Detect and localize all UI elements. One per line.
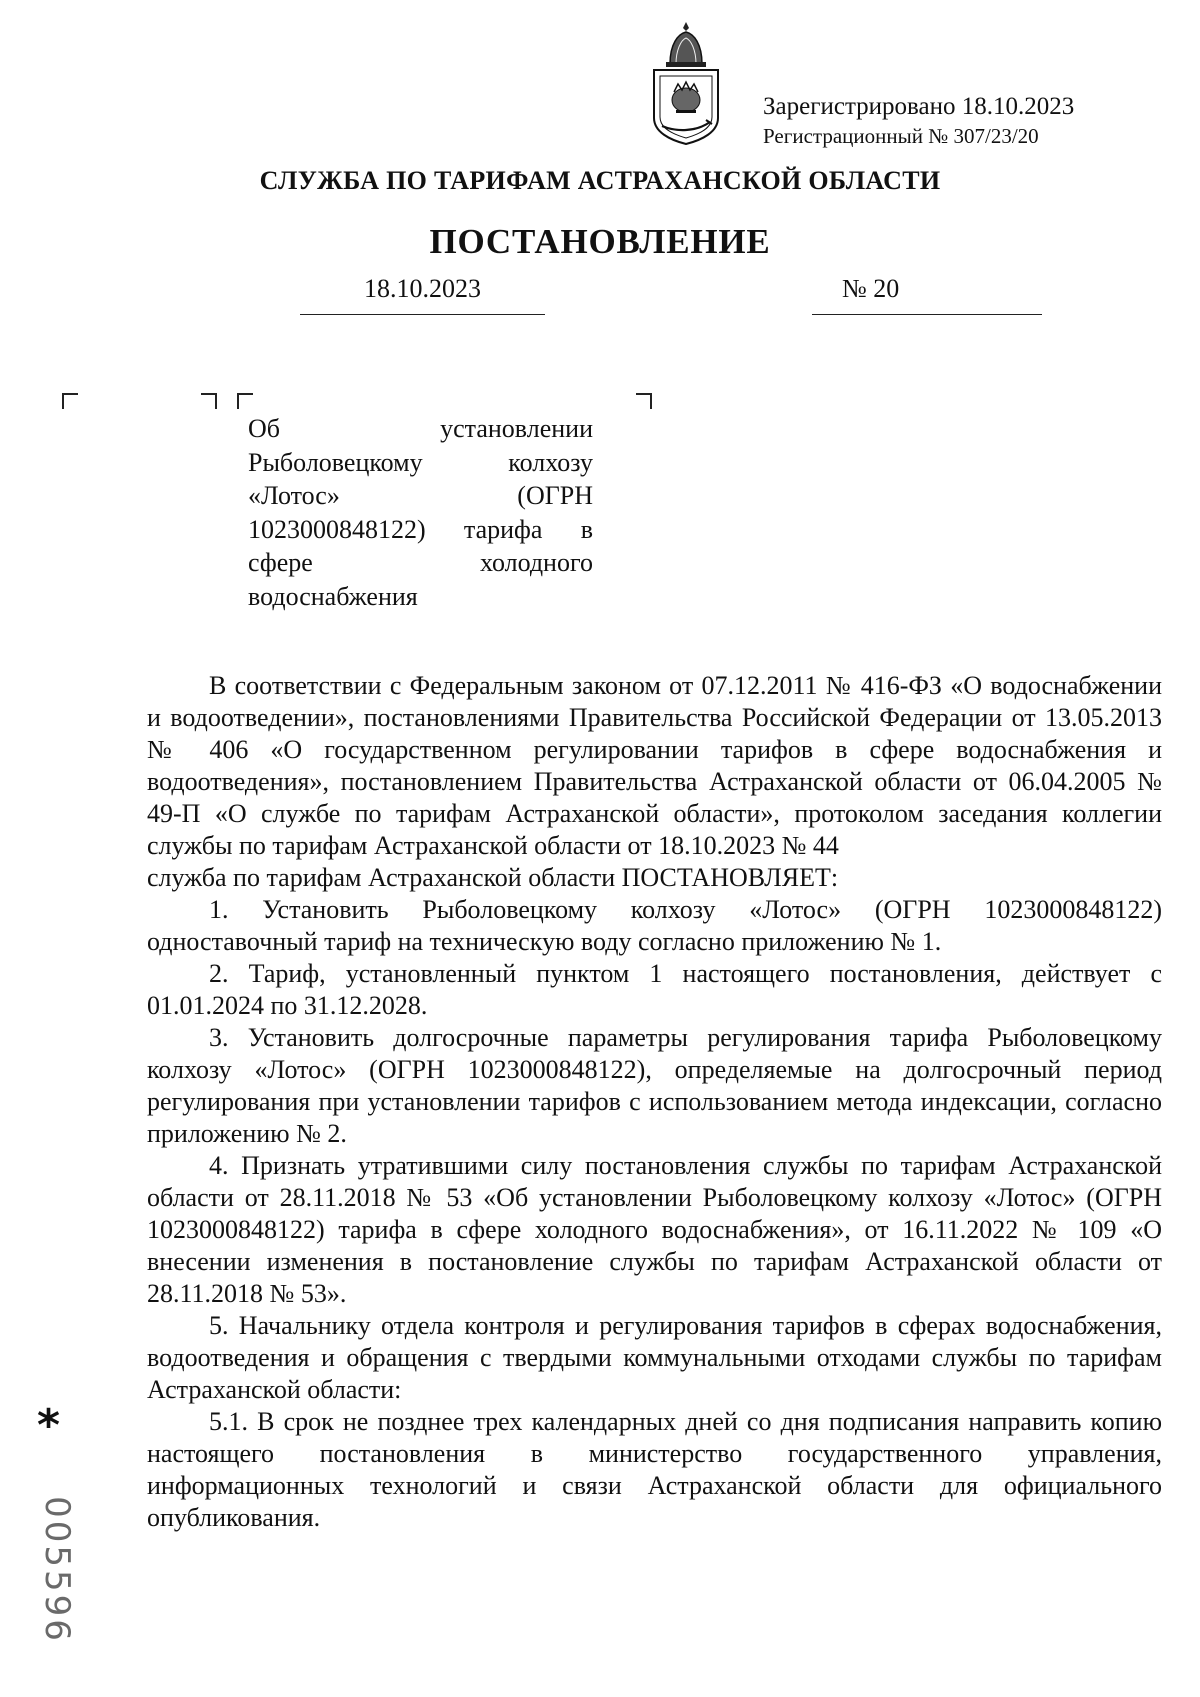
subject-line: сфере холодного (248, 548, 593, 577)
coat-of-arms-icon (648, 20, 724, 146)
registration-stamp (763, 92, 1074, 150)
subject-line: водоснабжения (248, 581, 418, 611)
corner-mark (201, 393, 217, 409)
subject-line: Рыболовецкому колхозу (248, 447, 593, 477)
preamble-paragraph: В соответствии с Федеральным законом от 07.12.2011 № 416-ФЗ «О водоснабжении и водоотведении», постановлениями Правительства Российской Федерации от 13.05.2013 № 406 «О государственном регулировании тарифов в сфере водоснабжения и водоотведения», постановлением Правительства Астраханской области от 06.04.2005 № 49-П «О службе по тарифам Астраханской области», протоколом заседания коллегии службы по тарифам Астраханской области от 18.10.2023 № 44 (147, 671, 1162, 860)
registration-date: Зарегистрировано 18.10.2023 (763, 93, 1075, 120)
registration-number: Регистрационный № 307/23/20 (763, 124, 1039, 148)
document-type: ПОСТАНОВЛЕНИЕ (429, 222, 771, 261)
corner-mark (62, 393, 78, 409)
clause-5-1: 5.1. В срок не позднее трех календарных дней со дня подписания направить копию настоящего постановления в министерство государственного управления, информационных технологий и связи Астраханской области для официального опубликования. (147, 1407, 1162, 1532)
document-subject (248, 412, 593, 613)
corner-mark (636, 393, 652, 409)
archive-number-text: 005596 (36, 1496, 77, 1644)
corner-mark (237, 393, 253, 409)
margin-asterisk: * (37, 1400, 61, 1451)
clause-5: 5. Начальнику отдела контроля и регулирования тарифов в сферах водоснабжения, водоотведения и обращения с твердыми коммунальными отходами службы по тарифам Астраханской области: (147, 1311, 1162, 1404)
subject-line: Об установлении (248, 414, 593, 443)
resolution-statement: служба по тарифам Астраханской области ПОСТАНОВЛЯЕТ: (147, 863, 839, 892)
document-number: № 20 (812, 274, 1042, 315)
document-body (147, 670, 1162, 1534)
clause-4: 4. Признать утратившими силу постановления службы по тарифам Астраханской области от 28.11.2018 № 53 «Об установлении Рыболовецкому колхозу «Лотос» (ОГРН 1023000848122) тарифа в сфере холодного водоснабжения», от 16.11.2022 № 109 «О внесении изменения в постановление службы по тарифам Астраханской области от 28.11.2018 № 53». (147, 1151, 1162, 1308)
subject-line: 1023000848122) тарифа в (248, 514, 593, 544)
clause-1: 1. Установить Рыболовецкому колхозу «Лотос» (ОГРН 1023000848122) одноставочный тариф на техническую воду согласно приложению № 1. (147, 895, 1162, 956)
clause-3: 3. Установить долгосрочные параметры регулирования тарифа Рыболовецкому колхозу «Лотос» (ОГРН 1023000848122), определяемые на долгосрочный период регулирования при установлении тарифов с использованием метода индексации, согласно приложению № 2. (147, 1023, 1162, 1148)
archive-number (34, 1460, 79, 1680)
agency-name: СЛУЖБА ПО ТАРИФАМ АСТРАХАНСКОЙ ОБЛАСТИ (259, 166, 941, 195)
document-date: 18.10.2023 (300, 274, 545, 315)
clause-2: 2. Тариф, установленный пунктом 1 настоящего постановления, действует с 01.01.2024 по 31.12.2028. (147, 959, 1162, 1020)
subject-line: «Лотос» (ОГРН (248, 481, 593, 510)
